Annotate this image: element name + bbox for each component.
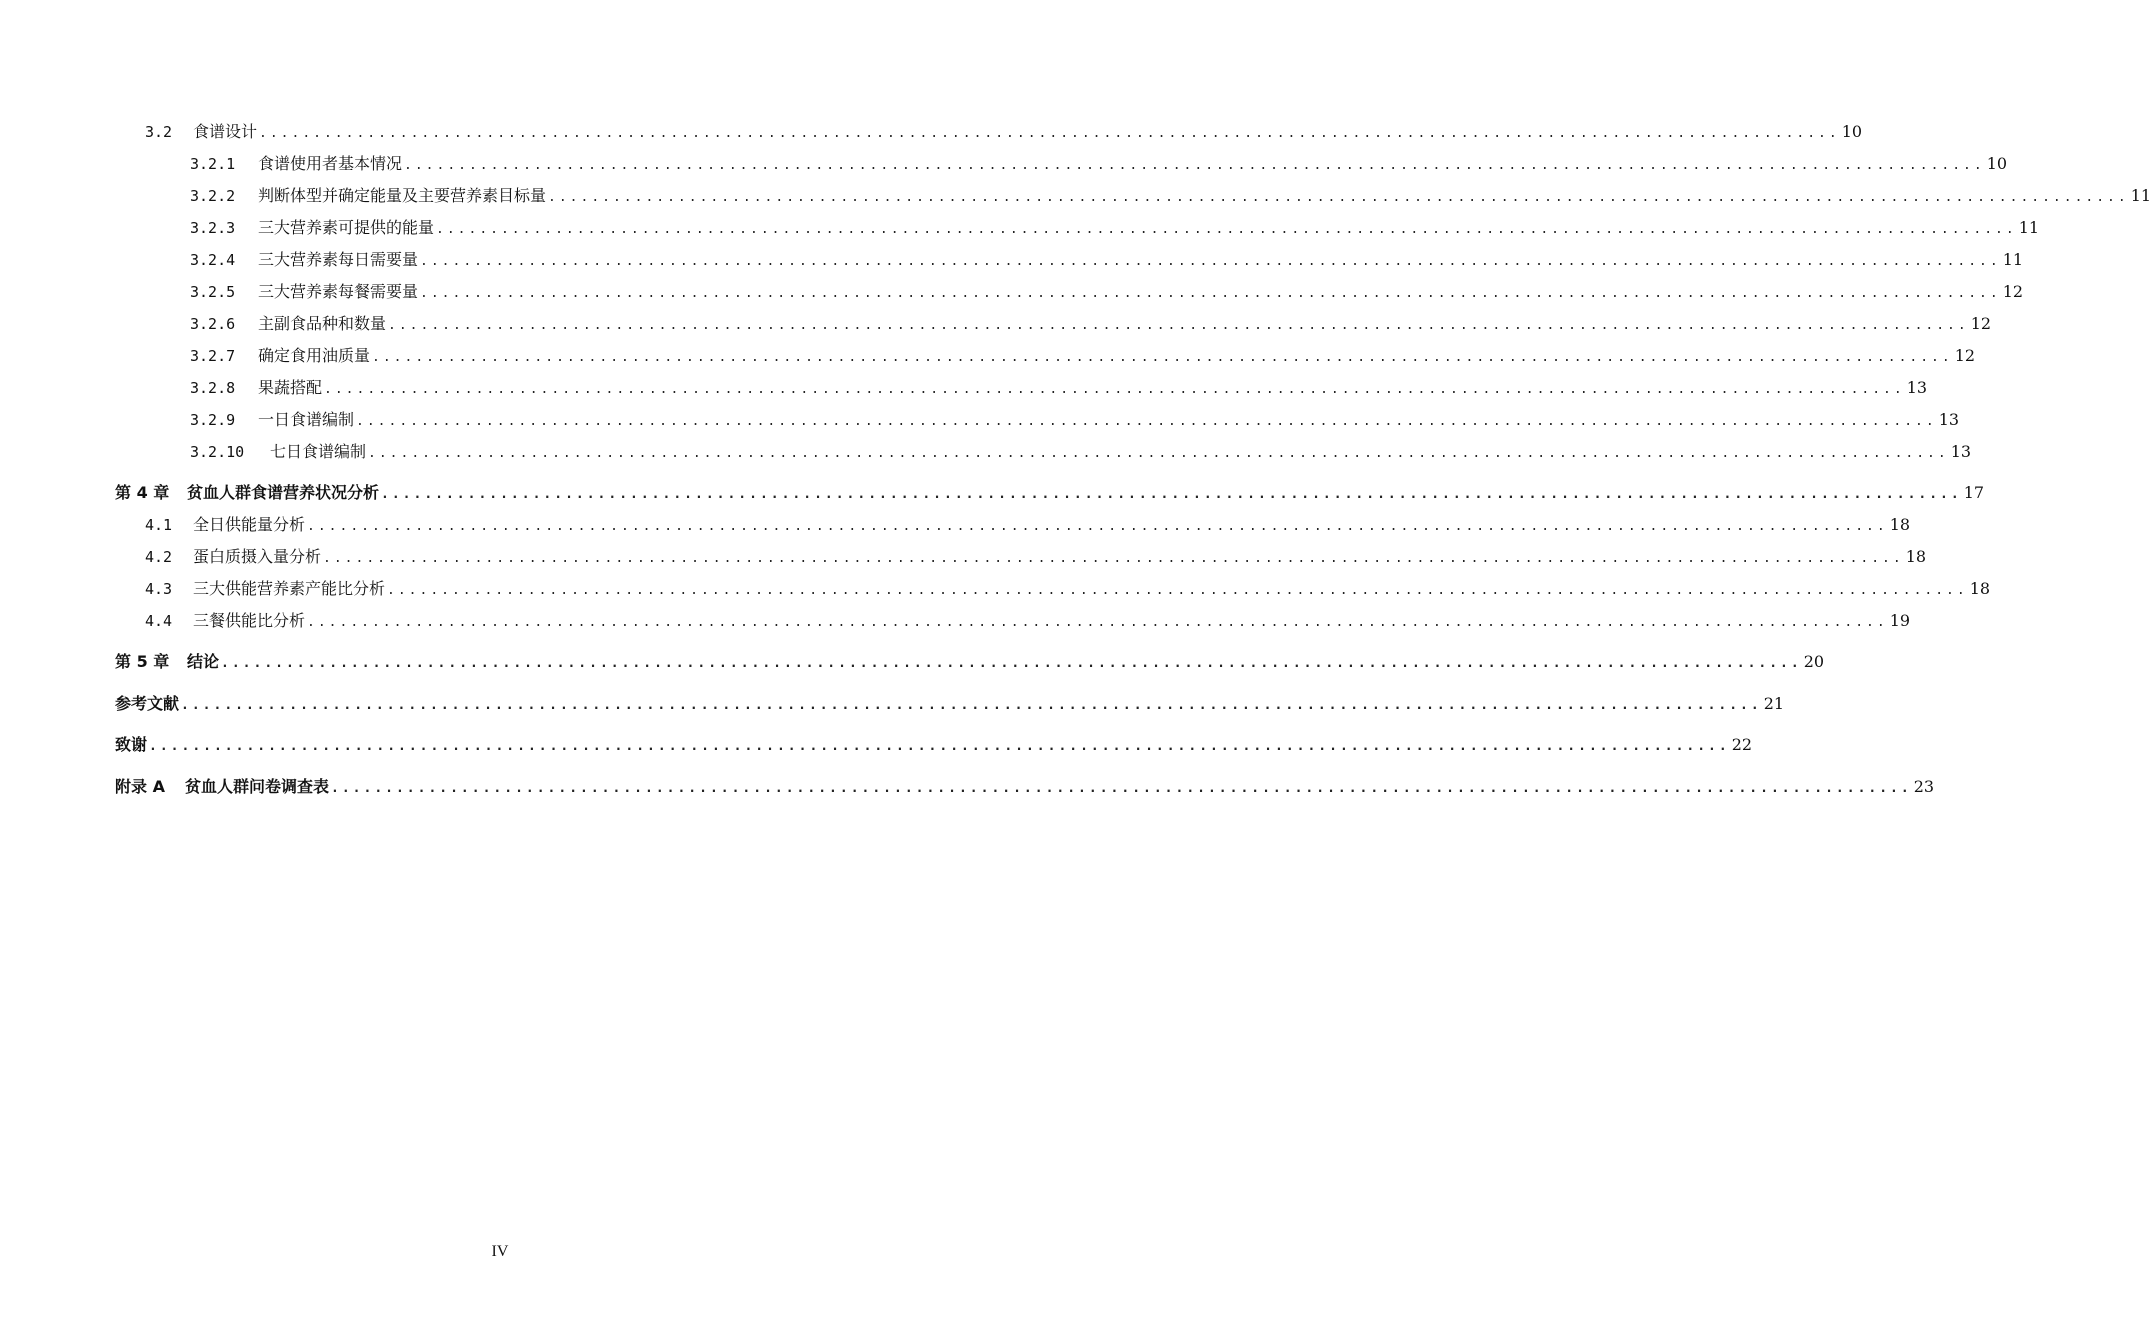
toc-entry-number: 4.1	[145, 516, 173, 534]
toc-entry-title: 果蔬搭配	[258, 378, 323, 397]
toc-entry-number: 第 5 章	[115, 652, 170, 671]
dot-leader: ..................................................................................................................................................	[381, 487, 1962, 502]
toc-entry-number: 3.2.1	[190, 155, 236, 173]
dot-leader: ..................................................................................................................................................	[368, 446, 1949, 461]
toc-entry-title: 食谱使用者基本情况	[258, 154, 403, 173]
toc-entry-page: 19	[1889, 611, 1911, 630]
toc-entry-4-1[interactable]	[145, 514, 1911, 538]
toc-entry-3-2-9[interactable]	[190, 409, 1960, 433]
toc-entry-title: 确定食用油质量	[258, 346, 371, 365]
toc-entry-title: 贫血人群问卷调查表	[185, 777, 330, 796]
toc-entry-appendix-a[interactable]	[115, 776, 1935, 800]
toc-entry-4-2[interactable]	[145, 546, 1927, 570]
dot-leader: ..................................................................................................................................................	[420, 286, 2001, 301]
toc-entry-title: 蛋白质摄入量分析	[193, 547, 322, 566]
toc-entry-4-3[interactable]	[145, 578, 1991, 602]
toc-entry-page: 23	[1913, 777, 1935, 796]
toc-entry-3-2-5[interactable]	[190, 281, 2024, 305]
toc-entry-page: 10	[1841, 122, 1863, 141]
dot-leader: ..................................................................................................................................................	[221, 656, 1802, 671]
toc-entry-title: 三大供能营养素产能比分析	[193, 579, 386, 598]
toc-entry-page: 17	[1963, 483, 1985, 502]
toc-entry-page: 13	[1938, 410, 1960, 429]
toc-entry-page: 12	[1970, 314, 1992, 333]
toc-entry-page: 12	[2002, 282, 2024, 301]
toc-entry-number: 4.3	[145, 580, 173, 598]
toc-entry-3-2-8[interactable]	[190, 377, 1928, 401]
toc-entry-acknowledgements[interactable]	[115, 734, 1753, 758]
dot-leader: ..................................................................................................................................................	[388, 318, 1969, 333]
toc-entry-title: 三餐供能比分析	[193, 611, 306, 630]
toc-entry-title: 食谱设计	[193, 122, 258, 141]
toc-entry-chapter-5[interactable]	[115, 651, 1825, 675]
dot-leader: ..................................................................................................................................................	[307, 615, 1888, 630]
toc-entry-page: 13	[1906, 378, 1928, 397]
toc-entry-3-2-2[interactable]	[190, 185, 2151, 209]
toc-entry-title: 三大营养素可提供的能量	[258, 218, 435, 237]
dot-leader: ..................................................................................................................................................	[548, 190, 2129, 205]
toc-entry-page: 10	[1986, 154, 2008, 173]
toc-entry-number: 4.4	[145, 612, 173, 630]
toc-entry-page: 20	[1803, 652, 1825, 671]
toc-entry-number: 3.2.6	[190, 315, 236, 333]
toc-entry-4-4[interactable]	[145, 610, 1911, 634]
dot-leader: ..................................................................................................................................................	[331, 781, 1912, 796]
toc-entry-number: 3.2	[145, 123, 173, 141]
dot-leader: ..................................................................................................................................................	[356, 414, 1937, 429]
toc-entry-page: 11	[2018, 218, 2040, 237]
dot-leader: ..................................................................................................................................................	[436, 222, 2017, 237]
toc-entry-title: 致谢	[115, 735, 148, 754]
dot-leader: ..................................................................................................................................................	[149, 739, 1730, 754]
toc-entry-title: 七日食谱编制	[270, 442, 367, 461]
toc-entry-3-2-3[interactable]	[190, 217, 2040, 241]
dot-leader: ..................................................................................................................................................	[387, 583, 1968, 598]
dot-leader: ..................................................................................................................................................	[181, 698, 1762, 713]
toc-entry-number: 3.2.4	[190, 251, 236, 269]
toc-entry-page: 11	[2130, 186, 2151, 205]
toc-entry-number: 3.2.5	[190, 283, 236, 301]
toc-entry-title: 主副食品种和数量	[258, 314, 387, 333]
dot-leader: ..................................................................................................................................................	[404, 158, 1985, 173]
toc-entry-title: 贫血人群食谱营养状况分析	[187, 483, 380, 502]
dot-leader: ..................................................................................................................................................	[420, 254, 2001, 269]
toc-entry-page: 12	[1954, 346, 1976, 365]
toc-entry-title: 结论	[187, 652, 220, 671]
toc-entry-title: 全日供能量分析	[193, 515, 306, 534]
toc-entry-number: 3.2.8	[190, 379, 236, 397]
toc-entry-3-2[interactable]	[145, 121, 1863, 145]
toc-entry-title: 三大营养素每日需要量	[258, 250, 419, 269]
toc-entry-3-2-7[interactable]	[190, 345, 1976, 369]
toc-entry-3-2-4[interactable]	[190, 249, 2024, 273]
toc-entry-page: 18	[1969, 579, 1991, 598]
toc-entry-page: 21	[1763, 694, 1785, 713]
toc-entry-number: 3.2.2	[190, 187, 236, 205]
dot-leader: ..................................................................................................................................................	[324, 382, 1905, 397]
toc-entry-chapter-4[interactable]	[115, 482, 1985, 506]
toc-entry-number: 附录 A	[115, 777, 165, 796]
toc-entry-number: 第 4 章	[115, 483, 170, 502]
toc-entry-page: 18	[1889, 515, 1911, 534]
toc-entry-3-2-6[interactable]	[190, 313, 1992, 337]
toc-entry-page: 11	[2002, 250, 2024, 269]
toc-entry-page: 18	[1905, 547, 1927, 566]
dot-leader: ..................................................................................................................................................	[259, 126, 1840, 141]
toc-entry-references[interactable]	[115, 693, 1785, 717]
page-number: IV	[491, 1243, 509, 1260]
toc-entry-title: 参考文献	[115, 694, 180, 713]
toc-entry-3-2-1[interactable]	[190, 153, 2008, 177]
toc-entry-number: 4.2	[145, 548, 173, 566]
toc-entry-number: 3.2.3	[190, 219, 236, 237]
dot-leader: ..................................................................................................................................................	[323, 551, 1904, 566]
toc-entry-title: 判断体型并确定能量及主要营养素目标量	[258, 186, 547, 205]
toc-entry-number: 3.2.7	[190, 347, 236, 365]
toc-entry-number: 3.2.10	[190, 443, 245, 461]
toc-entry-title: 三大营养素每餐需要量	[258, 282, 419, 301]
toc-entry-page: 13	[1950, 442, 1972, 461]
toc-entry-number: 3.2.9	[190, 411, 236, 429]
toc-entry-title: 一日食谱编制	[258, 410, 355, 429]
dot-leader: ..................................................................................................................................................	[372, 350, 1953, 365]
dot-leader: ..................................................................................................................................................	[307, 519, 1888, 534]
toc-entry-page: 22	[1731, 735, 1753, 754]
toc-entry-3-2-10[interactable]	[190, 441, 1972, 465]
